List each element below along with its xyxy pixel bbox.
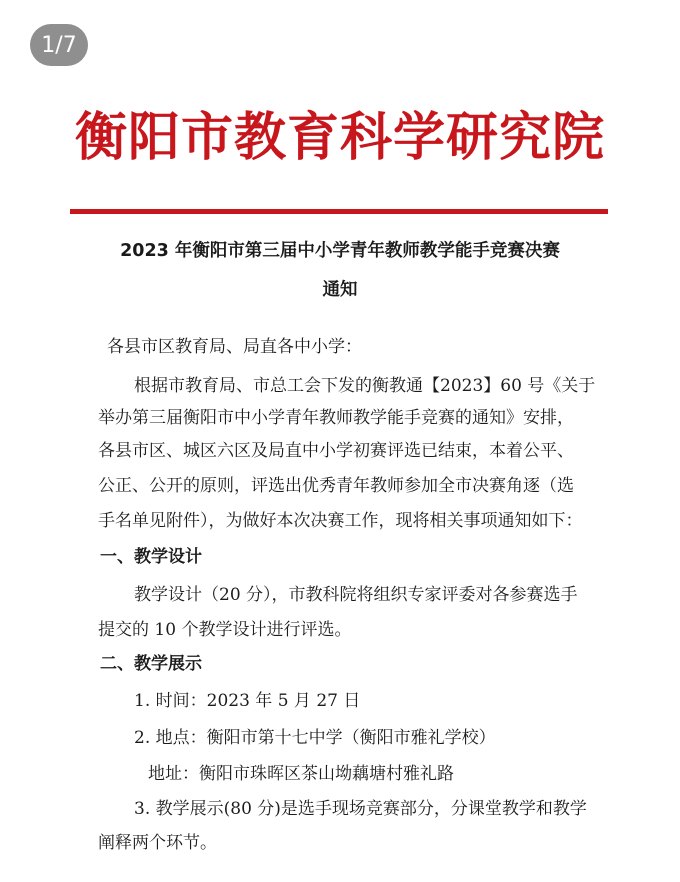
document-title-line-1: 2023 年衡阳市第三届中小学青年教师教学能手竞赛决赛 xyxy=(120,241,560,261)
event-address: 地址：衡阳市珠晖区茶山坳藕塘村雅礼路 xyxy=(148,764,454,784)
document-title-line-2: 通知 xyxy=(322,280,358,300)
event-time: 1. 时间：2023 年 5 月 27 日 xyxy=(134,691,361,711)
page-indicator: 1/7 xyxy=(30,24,88,66)
intro-paragraph-line: 各县市区、城区六区及局直中小学初赛评选已结束，本着公平、 xyxy=(98,441,574,461)
salutation: 各县市区教育局、局直各中小学： xyxy=(107,337,362,357)
section-2-item-3-line: 阐释两个环节。 xyxy=(98,833,217,853)
intro-paragraph-line: 公正、公开的原则，评选出优秀青年教师参加全市决赛角逐（选 xyxy=(98,476,574,496)
event-place: 2. 地点：衡阳市第十七中学（衡阳市雅礼学校） xyxy=(134,728,496,748)
section-2-heading: 二、教学展示 xyxy=(100,654,202,674)
intro-paragraph-line: 手名单见附件），为做好本次决赛工作，现将相关事项通知如下： xyxy=(98,511,583,531)
intro-paragraph-line: 根据市教育局、市总工会下发的衡教通【2023】60 号《关于 xyxy=(134,376,596,396)
letterhead-org-name: 衡阳市教育科学研究院 xyxy=(74,107,605,168)
section-1-text-line: 提交的 10 个教学设计进行评选。 xyxy=(98,620,352,640)
section-1-heading: 一、教学设计 xyxy=(100,547,202,567)
letterhead-divider xyxy=(70,209,608,214)
section-1-text-line: 教学设计（20 分），市教科院将组织专家评委对各参赛选手 xyxy=(134,585,578,605)
document-title xyxy=(60,232,620,310)
intro-paragraph-line: 举办第三届衡阳市中小学青年教师教学能手竞赛的通知》安排， xyxy=(98,408,574,428)
section-2-item-3-line: 3. 教学展示(80 分)是选手现场竞赛部分，分课堂教学和教学 xyxy=(134,799,587,819)
